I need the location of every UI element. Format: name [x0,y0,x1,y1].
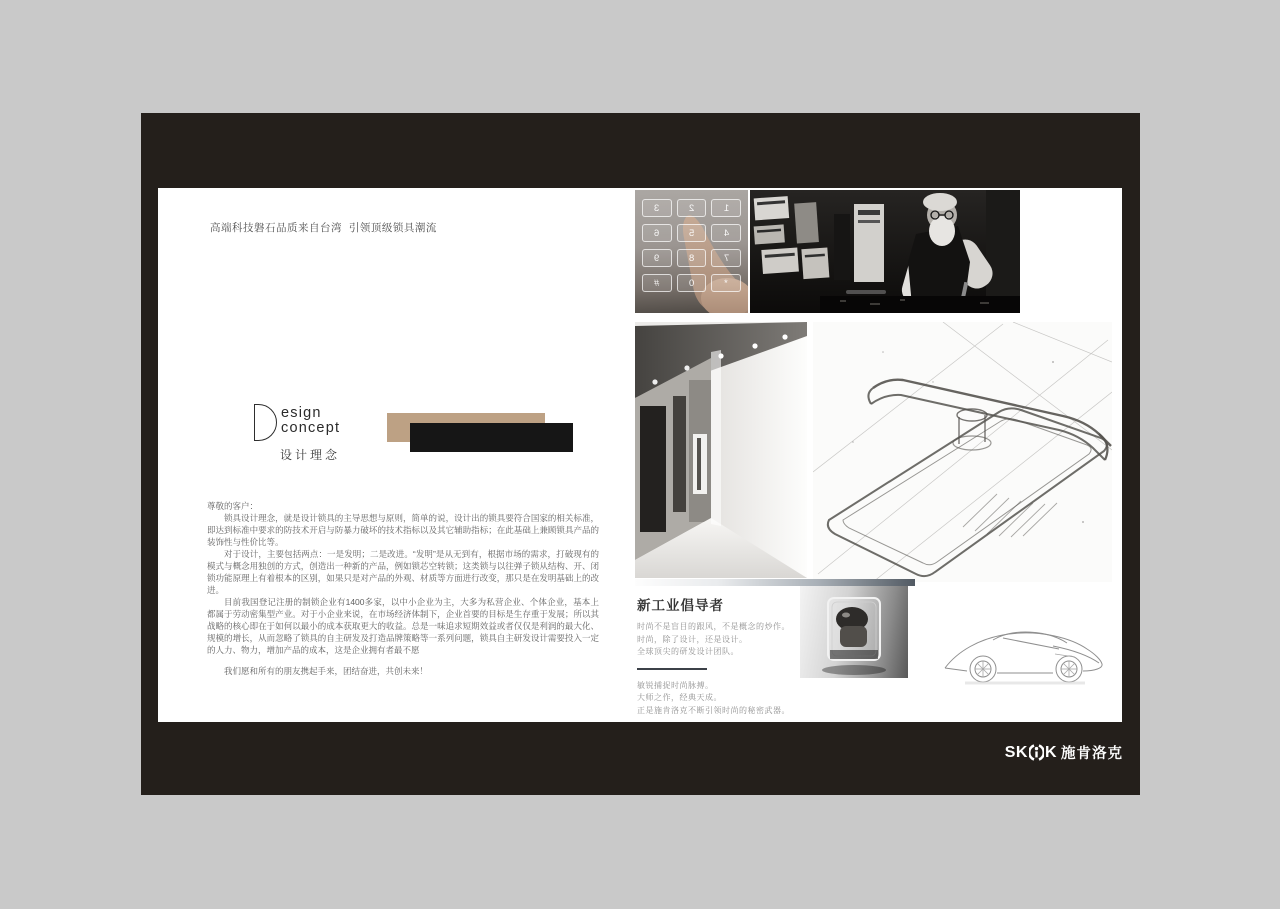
keyhole-icon [1029,744,1044,761]
keypad-key: 5 [677,224,707,242]
black-accent-bar [410,423,573,452]
photo-craftsman [750,190,1020,313]
advocate-line-3: 全球顶尖的研发设计团队。 [637,647,739,656]
logo-initial-d-icon [254,404,277,441]
design-concept-logo [254,402,340,463]
page-slogan: 高端科技磐石品质来自台湾 引领顶级锁具潮流 [210,222,437,234]
letter-paragraph-3: 目前我国登记注册的制锁企业有1400多家，以中小企业为主，大多为私营企业、个体企业，基本上都属于劳动密集型产业。对于小企业来说，在市场经济体制下，企业首要的目标是生存重于发展；所以其战略的核心即在于如何以最小的成本获取更大的收益。总是一味追求短期效益或者仅仅是利润的最大化、规模的增长，从而忽略了锁具的自主研发及打造品牌策略等一系列问题，锁具自主研发设计需要投入一定的人力、物力，增加产品的成本，这是企业拥有者最不愿 [207,597,599,655]
advocate-line-1: 时尚不是盲目的跟风，不是概念的炒作。 [637,622,790,631]
keypad-key: * [711,274,741,292]
letter-salutation: 尊敬的客户： [207,501,259,511]
letter-paragraph-2: 对于设计，主要包括两点：一是发明；二是改进。“发明”是从无到有，根据市场的需求，打破现有的模式与概念用独创的方式，创造出一种新的产品，例如锁芯空转锁；这类锁与以往弹子锁从结构、开、闭锁功能原理上有着根本的区别，如果只是对产品的外观、材质等方面进行改变，那只是在发明基础上的改进。 [207,549,599,595]
advocate-line-4: 敏锐捕捉时尚脉搏。 [637,680,714,690]
photo-lock-sketch [813,322,1112,582]
keypad-key: 7 [711,249,741,267]
logo-chinese: 设计理念 [280,448,341,462]
keypad-key: 8 [677,249,707,267]
customer-letter [207,500,599,677]
photo-keypad [635,190,748,313]
brand-latin-prefix: SK [1004,743,1028,761]
letter-closing: 我们愿和所有的朋友携起手来，团结奋进，共创未来！ [224,666,429,676]
advocate-line-2: 时尚，除了设计，还是设计。 [637,634,748,644]
advocate-divider [637,668,707,670]
keypad-key: # [642,274,672,292]
photo-whiskey-glass [800,586,908,678]
keypad-key: 2 [677,199,707,217]
brand-latin-suffix: K [1044,743,1057,761]
keypad-key: 6 [642,224,672,242]
photo-car-sketch [935,616,1110,688]
brochure-page [158,188,1122,722]
advocate-title: 新工业倡导者 [637,598,724,613]
advocate-section [637,594,797,717]
keypad-key: 4 [711,224,741,242]
divider-gradient-bar [635,579,915,586]
keypad-grid [642,199,741,292]
brand-logo [1005,742,1123,763]
logo-word-bottom: concept [281,420,341,436]
photo-hallway [635,322,807,578]
keypad-key: 3 [642,199,672,217]
keypad-key: 0 [677,274,707,292]
advocate-line-5: 大师之作，经典天成。 [637,693,722,702]
brand-chinese: 施肯洛克 [1061,746,1123,762]
logo-word-top: esign [281,405,322,421]
advocate-line-6: 正是施肯洛克不断引领时尚的秘密武器。 [637,705,790,715]
letter-paragraph-1: 锁具设计理念，就是设计锁具的主导思想与原则，简单的说，设计出的锁具要符合国家的相关标准，即达到标准中要求的防技术开启与防暴力破坏的技术指标以及其它辅助指标；在此基础上兼顾锁具产品的装饰性与性价比等。 [207,513,599,547]
keypad-key: 1 [711,199,741,217]
keypad-key: 9 [642,249,672,267]
brochure-frame [141,113,1140,795]
